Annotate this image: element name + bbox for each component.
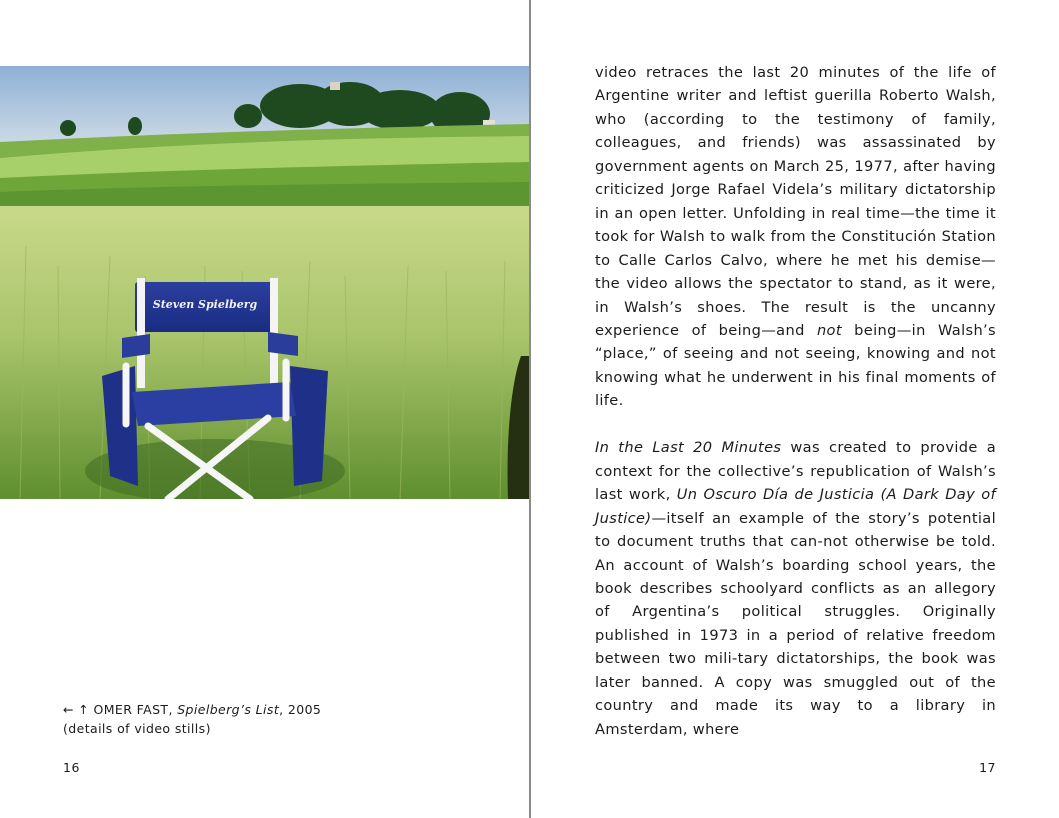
caption-details: (details of video stills) (63, 721, 211, 736)
field-chair-illustration (0, 66, 529, 499)
paragraph-1: video retraces the last 20 minutes of the life of Argentine writer and leftist guerilla Roberto Walsh, who (according to the testimony of family, colleagues, and friends) was assassinated by government agents on March 25, 1977, after having criticized Jorge Rafael Videla’s military dictatorship in an open letter. Unfolding in real time—the time it took for Walsh to walk from the Constitución Station to Calle Carlos Calvo, where he met his demise—the video allows the spectator to stand, as it were, in Walsh’s shoes. The result is the uncanny experience of being—and not being—in Walsh’s “place,” of seeing and not seeing, knowing and not knowing what he underwent in his final moments of life. (595, 64, 996, 410)
chair-back-text: Steven Spielberg (152, 298, 258, 311)
paragraph-2: In the Last 20 Minutes was created to provide a context for the collective’s republication of Walsh’s last work, Un Oscuro Día de Justicia (A Dark Day of Justice)—itself an example of the story’s potential to document truths that can-not otherwise be told. An account of Walsh’s boarding school years, the book describes schoolyard conflicts as an allegory of Argentina’s political struggles. Originally published in 1973 in a period of relative freedom between two mili-tary dictatorships, the book was later banned. A copy was smuggled out of the country and made its way to a library in Amsterdam, where (595, 439, 996, 738)
caption-artist: OMER FAST, (93, 702, 173, 717)
video-still-photo (0, 66, 529, 499)
caption-arrows: ← ↑ (63, 702, 90, 717)
work-title: In the Last 20 Minutes (595, 439, 782, 457)
left-page (0, 0, 529, 818)
body-text (595, 61, 996, 741)
caption-work-title: Spielberg’s List (177, 702, 280, 717)
right-page (531, 0, 1059, 818)
page-number-left: 16 (63, 760, 80, 775)
figure-caption (63, 700, 383, 738)
book-title: Un Oscuro Día de Justicia (A Dark Day of Justice) (595, 486, 996, 527)
emphasis-not: not (816, 321, 842, 339)
caption-year: , 2005 (279, 702, 322, 717)
page-number-right: 17 (979, 760, 996, 775)
